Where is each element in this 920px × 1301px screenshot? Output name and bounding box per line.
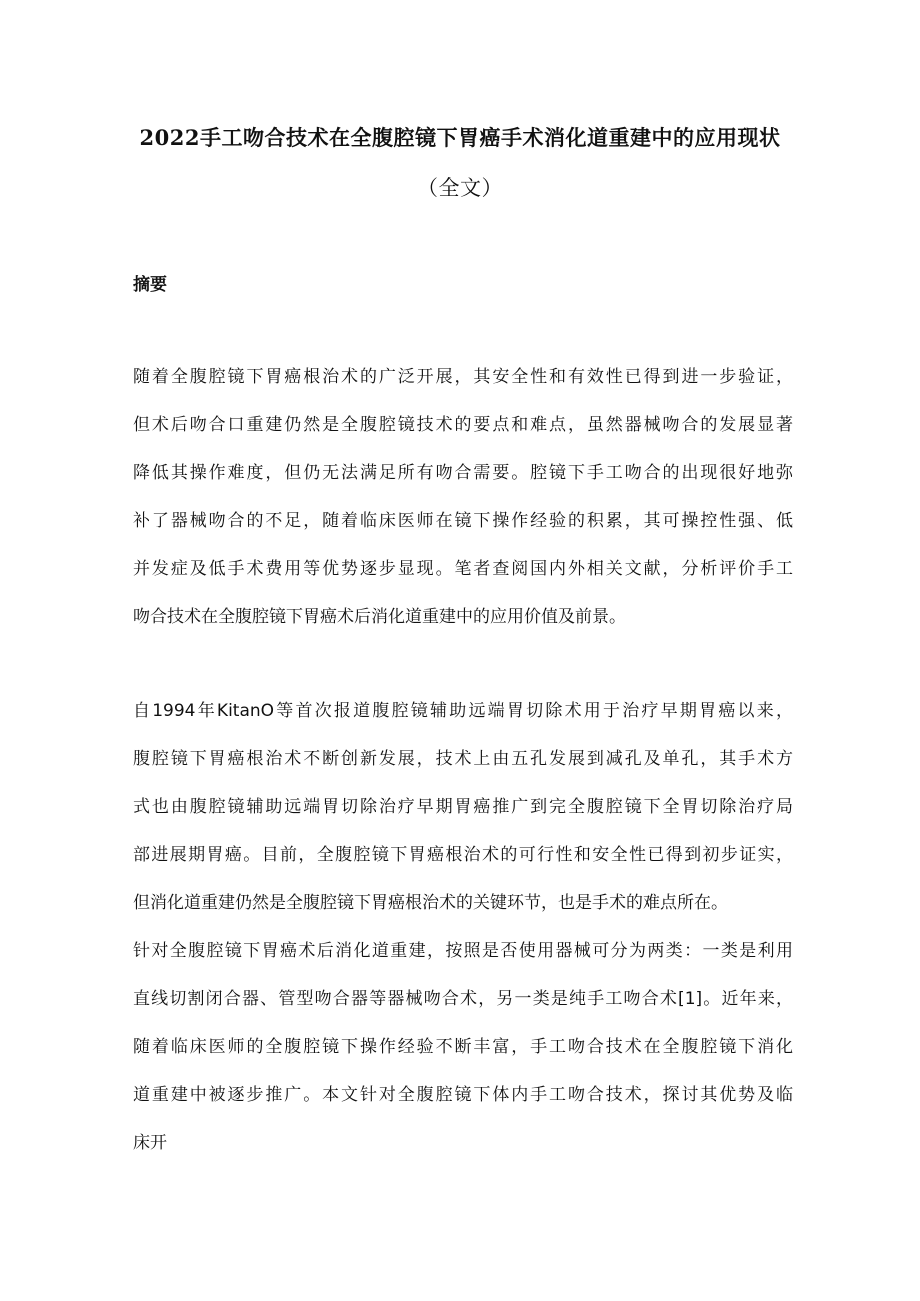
paragraph-line: 直线切割闭合器、管型吻合器等器械吻合术，另一类是纯手工吻合术[1]。近年来， — [133, 989, 793, 1009]
intro-paragraph — [133, 687, 793, 1167]
paragraph-line: 式也由腹腔镜辅助远端胃切除治疗早期胃癌推广到完全腹腔镜下全胃切除治疗局 — [133, 797, 793, 817]
paragraph-line: 道重建中被逐步推广。本文针对全腹腔镜下体内手工吻合技术，探讨其优势及临 — [133, 1085, 793, 1105]
paragraph-line: 随着临床医师的全腹腔镜下操作经验不断丰富，手工吻合技术在全腹腔镜下消化 — [133, 1037, 793, 1057]
paragraph-line: 吻合技术在全腹腔镜下胃癌术后消化道重建中的应用价值及前景。 — [133, 607, 626, 627]
document-title-suffix: （全文） — [417, 176, 503, 200]
paragraph-line: 自1994年KitanO等首次报道腹腔镜辅助远端胃切除术用于治疗早期胃癌以来， — [133, 701, 793, 721]
paragraph-line: 腹腔镜下胃癌根治术不断创新发展，技术上由五孔发展到减孔及单孔，其手术方 — [133, 749, 793, 769]
paragraph-line: 但术后吻合口重建仍然是全腹腔镜技术的要点和难点，虽然器械吻合的发展显著 — [133, 415, 793, 435]
paragraph-line: 针对全腹腔镜下胃癌术后消化道重建，按照是否使用器械可分为两类：一类是利用 — [133, 941, 793, 961]
paragraph-line: 但消化道重建仍然是全腹腔镜下胃癌根治术的关键环节，也是手术的难点所在。 — [133, 893, 728, 913]
paragraph-line: 部进展期胃癌。目前，全腹腔镜下胃癌根治术的可行性和安全性已得到初步证实， — [133, 845, 793, 865]
abstract-paragraph — [133, 353, 793, 641]
paragraph-line: 床开 — [133, 1133, 167, 1153]
paragraph-line: 随着全腹腔镜下胃癌根治术的广泛开展，其安全性和有效性已得到进一步验证， — [133, 367, 793, 387]
abstract-heading: 摘要 — [133, 275, 167, 295]
document-title: 2022手工吻合技术在全腹腔镜下胃癌手术消化道重建中的应用现状 — [139, 125, 781, 150]
paragraph-line: 并发症及低手术费用等优势逐步显现。笔者查阅国内外相关文献，分析评价手工 — [133, 559, 793, 579]
paragraph-line: 补了器械吻合的不足，随着临床医师在镜下操作经验的积累，其可操控性强、低 — [133, 511, 793, 531]
paragraph-line: 降低其操作难度，但仍无法满足所有吻合需要。腔镜下手工吻合的出现很好地弥 — [133, 463, 793, 483]
